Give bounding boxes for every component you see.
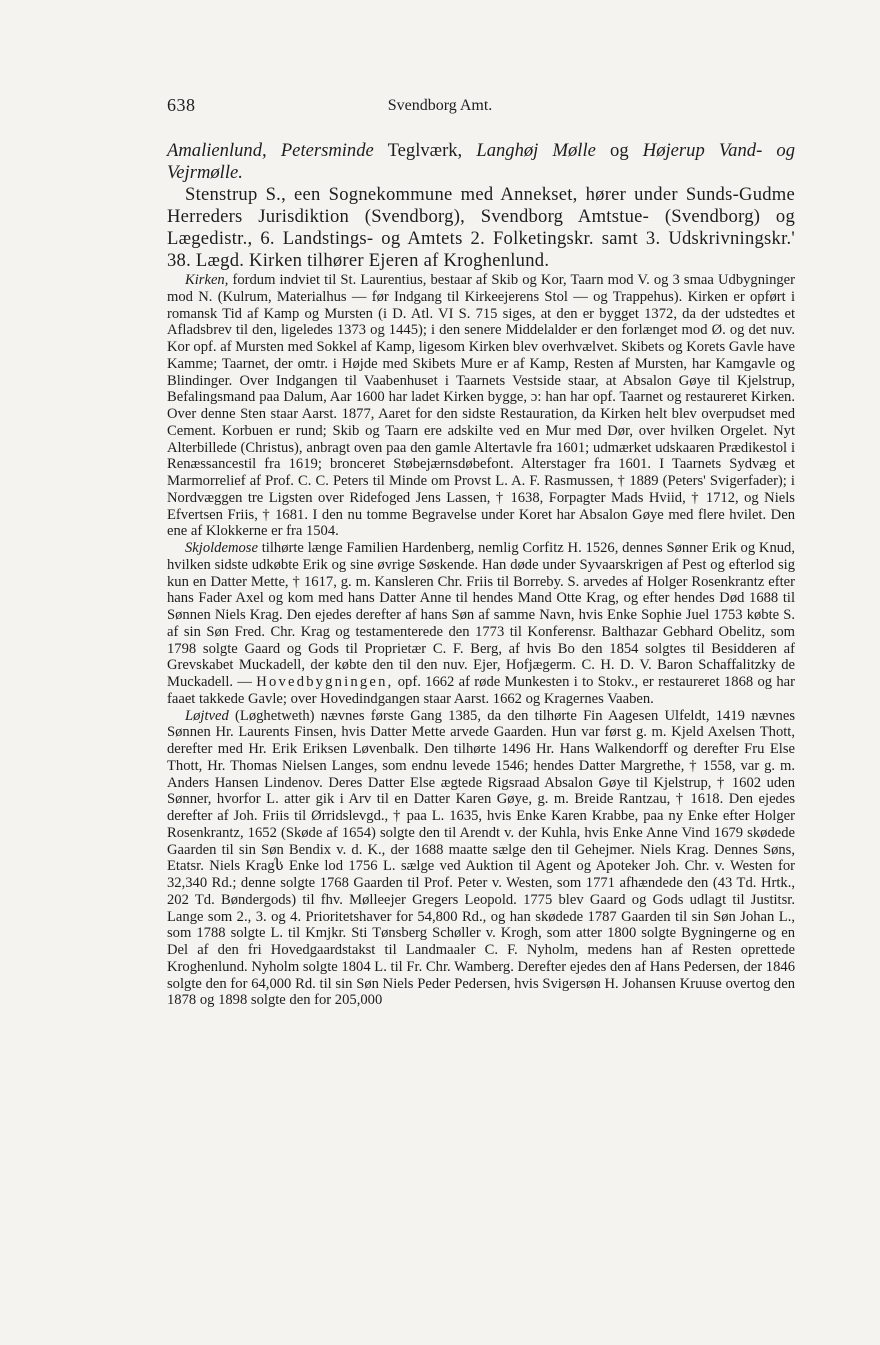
body-text [167,140,795,1009]
lojtved-term: Løjtved [185,707,229,724]
parish-paragraph [167,184,795,272]
lojtved-text: (Løghetweth) nævnes første Gang 1385, da den tilhørte Fin Aagesen Ulfeldt, 1419 nævnes Sønnen Hr. Laurents Finsen, hvis Datter Mette arvede Gaarden. Hun var først g. m. Kjeld Axelsen Thott, derefter med Hr. Erik Eriksen Løvenbalk. Den tilhørte 1496 Hr. Hans Walkendorff og derefter Fru Else Thott, Hr. Thomas Nielsen Langes, som endnu levede 1546; hendes Datter Margrethe, † 1558, var g. m. Anders Hansen Lindenov. Deres Datter Else ægtede Rigsraad Absalon Gøye til Kjelstrup, † 1602 uden Sønner, hvorfor L. atter gik i Arv til en Datter Karen Gøye, g. m. Breide Rantzau, † 1618. Den ejedes derefter af Joh. Friis til Ørridslevgd., † paa L. 1635, hvis Enke Karen Krabbe, paa ny Enke efter Holger Rosenkrantz, 1652 (Skøde af 1654) solgte den til Arendt v. der Kuhla, hvis Enke Anne Vind 1679 skødede Gaarden til sin Søn Bendix v. d. K., der 1688 maatte sælge den til Gehejmer. Niels Krag. Dennes Søns, Etatsr. Niels Kragს Enke lod 1756 L. sælge ved Auktion til Agent og Apoteker Joh. Chr. v. Westen for 32,340 Rd.; denne solgte 1768 Gaarden til Prof. Peter v. Westen, som 1771 afhændede den (43 Td. Hrtk., 202 Td. Bøndergods) til fhv. Mølleejer Gregers Leopold. 1775 blev Gaard og Gods udlagt til Justitsr. Lange som 2., 3. og 4. Prioritetshaver for 54,800 Rd., og han skødede 1787 Gaarden til sin Søn Johan L., som 1788 solgte L. til Kmjkr. Sti Tønsberg Schøller v. Krogh, som atter 1800 solgte Bygningerne og en Del af den fri Hovedgaardstakst til Landmaaler C. F. Nyholm, medens han af Resten oprettede Kroghenlund. Nyholm solgte 1804 L. til Fr. Chr. Wamberg. Derefter ejedes den af Hans Pedersen, der 1846 solgte den for 64,000 Rd. til sin Søn Niels Peder Pedersen, hvis Svigersøn H. Johansen Kruuse overtog den 1878 og 1898 solgte den for 205,000 [167,707,795,1009]
kirken-term: Kirken, [185,272,229,288]
running-title: Svendborg Amt. [387,97,493,114]
intro-text-2: og [595,140,643,161]
place-amalienlund: Amalienlund, [167,140,267,161]
place-petersminde: Petersminde [280,140,374,161]
intro-line [167,140,795,184]
place-langhoj-molle: Langhøj Mølle [476,140,596,161]
kirken-paragraph [167,272,795,540]
skjoldemose-spaced-term: Hovedbygningen, [256,674,394,690]
skjoldemose-text-a: tilhørte længe Familien Hardenberg, nemlig Corfitz H. 1526, dennes Sønner Erik og Knud, hvilken sidste udkøbte Erik og sine øvrige Søskende. Han døde under Syvaarskrigen af Pest og efterlod sig kun en Datter Mette, † 1617, g. m. Kansleren Chr. Friis til Borreby. S. arvedes af Holger Rosenkrantz efter hans Fader Axel og kom med hans Datter Anne til hendes Mand Otte Krag, og efter hendes Død 1688 til Sønnen Niels Krag. Den ejedes derefter af hans Søn af samme Navn, hvis Enke Sophie Juel 1753 købte S. af sin Søn Fred. Chr. Krag og testamenterede den 1773 til Konferensr. Balthazar Gebhard Obelitz, som 1798 solgte Gaard og Gods til Proprietær C. F. Berg, af hvis Bo den 1854 solgtes til Besidderen af Grevskabet Muckadell, der købte den til den nuv. Ejer, Hofjægerm. C. H. D. V. Baron Schaffalitzky de Muckadell. — [167,540,795,690]
kirken-text: fordum indviet til St. Laurentius, bestaar af Skib og Kor, Taarn mod V. og 3 smaa Udbygninger mod N. (Kulrum, Materialhus — før Indgang til Kirkeejerens Stol — og Trappehus). Kirken er opført i romansk Tid af Kamp og Mursten (i D. Atl. VI S. 715 siges, at den er bygget 1372, da der udstedtes et Afladsbrev til den, ligeledes 1373 og 1445); i den senere Middelalder er den forlænget mod Ø. og det nuv. Kor opf. af Mursten med Sokkel af Kamp, ligesom Kirken blev overhvælvet. Skibets og Korets Gavle have Kamme; Taarnet, der omtr. i Højde med Skibets Mure er af Kamp, Resten af Mursten, har Kamgavle og Blindinger. Over Indgangen til Vaabenhuset i Taarnets Vestside staar, at Absalon Gøye til Kjelstrup, Befalingsmand paa Dalum, Aar 1600 har ladet Kirken bygge, ɔ: han har opf. Taarnet og restaureret Kirken. Over denne Sten staar Aarst. 1877, Aaret for den sidste Restauration, da Kirken helt blev overpudset med Cement. Korbuen er rund; Skib og Taarn ere adskilte ved en Mur med Dør, over hvilken Orgelet. Nyt Alterbillede (Christus), anbragt oven paa den gamle Altertavle fra 1601; udmærket udskaaren Prædikestol i Renæssancestil fra 1619; bronceret Støbejærnsdøbefont. Alterstager fra 1601. I Taarnets Sydvæg et Marmorrelief af Prof. C. C. Peters til Minde om Provst L. A. F. Rasmussen, † 1889 (Peters' Svigerfader); i Nordvæggen tre Ligsten over Ridefoged Jens Lassen, † 1638, Forpagter Mads Hviid, † 1712, og Niels Efvertsen Friis, † 1681. I den nu tomme Begravelse under Koret har Absalon Gøye med flere hvilet. Den ene af Klokkerne er fra 1504. [167,272,795,540]
skjoldemose-paragraph [167,540,795,708]
parish-text: Stenstrup S., een Sognekommune med Annekset, hører under Sunds-Gudme Herreders Jurisdiktion (Svendborg), Svendborg Amtstue- (Svendborg) og Lægedistr., 6. Landstings- og Amtets 2. Folketingskr. samt 3. Udskrivningskr.' 38. Lægd. Kirken tilhører Ejeren af Kroghenlund. [167,184,795,271]
lojtved-paragraph [167,708,795,1010]
skjoldemose-term: Skjoldemose [185,540,258,556]
place-hojerup: Højerup Vand- og Vejrmølle. [167,140,796,183]
skjoldemose-text-b: opf. 1662 af røde Munkesten i to Stokv., er restaureret 1868 og har faaet takkede Gavle; over Hovedindgangen staar Aarst. 1662 og Kragernes Vaaben. [167,674,796,707]
intro-text-1: Teglværk, [373,140,477,161]
page-number: 638 [167,95,196,115]
